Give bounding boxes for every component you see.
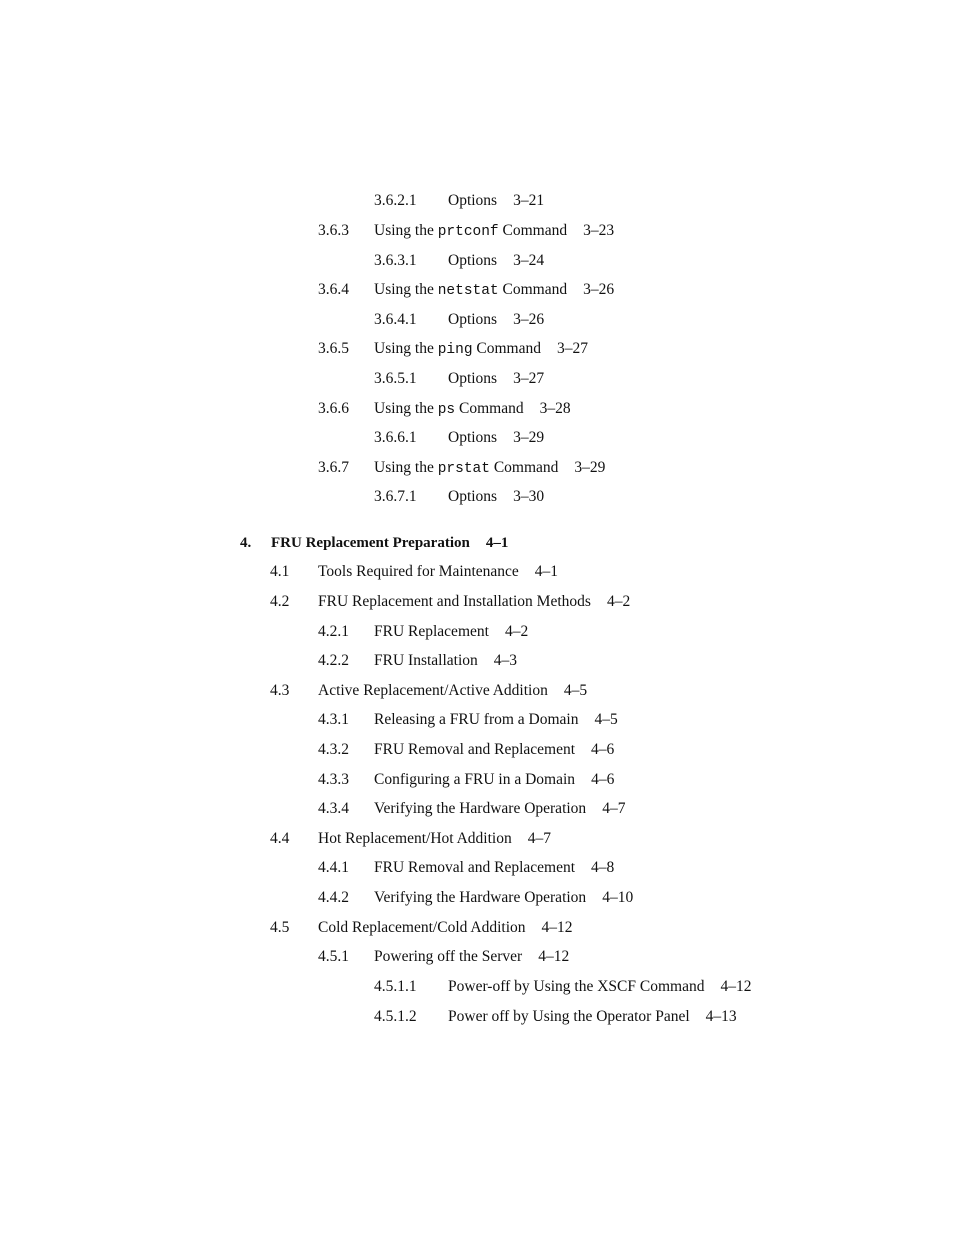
- toc-entry-text-suffix: Command: [476, 340, 541, 357]
- toc-entry-text: Using the: [374, 340, 434, 357]
- toc-page-number[interactable]: 3–27: [513, 370, 545, 387]
- toc-chapter-entry[interactable]: [0, 531, 954, 555]
- toc-entry-text: Options: [448, 192, 498, 209]
- toc-entry-number: 4.1: [270, 563, 290, 580]
- toc-entry[interactable]: [0, 189, 954, 213]
- toc-entry-title: [448, 975, 751, 999]
- toc-entry-title: [374, 738, 614, 762]
- toc-entry-text: Options: [448, 370, 498, 387]
- toc-entry-title: [448, 485, 544, 509]
- toc-page-number[interactable]: 4–13: [705, 1008, 737, 1025]
- toc-entry-title: [374, 797, 625, 821]
- toc-entry-text: Verifying the Hardware Operation: [374, 889, 587, 906]
- toc-entry-title: [374, 649, 517, 673]
- toc-page-number[interactable]: 4–10: [602, 889, 634, 906]
- toc-entry-number: 4.5.1.2: [374, 1008, 417, 1025]
- toc-entry-text: Using the: [374, 222, 434, 239]
- toc-entry[interactable]: [0, 679, 954, 703]
- toc-entry-number: 4.: [240, 535, 252, 551]
- toc-entry-text: Tools Required for Maintenance: [318, 563, 519, 580]
- toc-entry-number: 4.3.4: [318, 800, 349, 817]
- toc-entry-number: 4.4: [270, 830, 290, 847]
- toc-entry-text: Configuring a FRU in a Domain: [374, 771, 576, 788]
- toc-entry-number: 3.6.4: [318, 281, 349, 298]
- toc-entry-number: 4.2.2: [318, 652, 349, 669]
- toc-entry-title: [374, 397, 571, 422]
- toc-entry-number: 3.6.3: [318, 222, 349, 239]
- toc-entry-title: [318, 679, 587, 703]
- toc-page-number[interactable]: 4–12: [541, 919, 573, 936]
- toc-entry-text: Options: [448, 311, 498, 328]
- toc-entry-title: [318, 560, 558, 584]
- toc-entry-number: 3.6.3.1: [374, 252, 417, 269]
- toc-entry-number: 4.4.2: [318, 889, 349, 906]
- toc-entry-number: 3.6.7: [318, 459, 349, 476]
- toc-entry[interactable]: [0, 308, 954, 332]
- toc-entry[interactable]: [0, 827, 954, 851]
- toc-page-number[interactable]: 3–28: [539, 400, 571, 417]
- toc-page-number[interactable]: 4–5: [563, 682, 588, 699]
- toc-entry[interactable]: [0, 797, 954, 821]
- toc-entry-text: FRU Removal and Replacement: [374, 741, 576, 758]
- toc-entry-text-suffix: Command: [502, 281, 568, 298]
- toc-entry[interactable]: [0, 738, 954, 762]
- toc-entry-number: 4.5.1: [318, 948, 349, 965]
- toc-page-number[interactable]: 4–6: [591, 741, 615, 758]
- toc-entry[interactable]: [0, 367, 954, 391]
- toc-entry-text-suffix: Command: [493, 459, 559, 476]
- toc-entry-title: [374, 278, 614, 303]
- toc-entry-number: 3.6.5.1: [374, 370, 417, 387]
- toc-entry-text: Using the: [374, 400, 434, 417]
- toc-page-number[interactable]: 4–2: [504, 623, 529, 640]
- toc-entry-number: 4.2: [270, 593, 290, 610]
- toc-entry-title: [448, 426, 544, 450]
- toc-entry-text: Using the: [374, 459, 434, 476]
- toc-entry[interactable]: [0, 219, 954, 243]
- toc-entry-text: Active Replacement/Active Addition: [318, 682, 548, 699]
- toc-entry-number: 3.6.2.1: [374, 192, 417, 209]
- toc-page-number[interactable]: 4–1: [485, 535, 509, 551]
- toc-entry-title: [374, 337, 588, 362]
- toc-entry[interactable]: [0, 975, 954, 999]
- toc-entry-number: 3.6.6: [318, 400, 349, 417]
- toc-entry[interactable]: [0, 337, 954, 361]
- toc-page-number[interactable]: 4–12: [538, 948, 570, 965]
- toc-entry[interactable]: [0, 426, 954, 450]
- toc-entry-text: Releasing a FRU from a Domain: [374, 711, 579, 728]
- toc-page-number[interactable]: 4–2: [606, 593, 631, 610]
- toc-entry-text: Power-off by Using the XSCF Command: [448, 978, 705, 995]
- toc-page-number[interactable]: 4–1: [534, 563, 559, 580]
- toc-page-number[interactable]: 4–12: [720, 978, 752, 995]
- toc-entry[interactable]: [0, 590, 954, 614]
- toc-entry-text: Hot Replacement/Hot Addition: [318, 830, 512, 847]
- toc-entry-text-suffix: Command: [459, 400, 524, 417]
- toc-entry[interactable]: [0, 278, 954, 302]
- toc-entry-text: FRU Replacement Preparation: [271, 535, 470, 551]
- toc-entry-command: prtconf: [437, 224, 499, 240]
- toc-entry[interactable]: [0, 1005, 954, 1029]
- toc-entry-title: [448, 189, 544, 213]
- toc-entry-text-suffix: Command: [502, 222, 568, 239]
- toc-entry-text: Verifying the Hardware Operation: [374, 800, 587, 817]
- toc-entry[interactable]: [0, 397, 954, 421]
- toc-entry-text: Options: [448, 488, 498, 505]
- toc-entry-text: FRU Installation: [374, 652, 478, 669]
- toc-entry-title: [374, 886, 633, 910]
- toc-page-number[interactable]: 4–8: [591, 859, 615, 876]
- toc-entry-command: ping: [437, 342, 473, 358]
- toc-entry-number: 4.4.1: [318, 859, 349, 876]
- toc-entry[interactable]: [0, 856, 954, 880]
- toc-entry-title: [318, 590, 630, 614]
- toc-entry-number: 4.3.1: [318, 711, 349, 728]
- toc-page-number[interactable]: 3–30: [513, 488, 545, 505]
- toc-entry[interactable]: [0, 456, 954, 480]
- toc-entry[interactable]: [0, 945, 954, 969]
- toc-entry-text: Using the: [374, 281, 434, 298]
- toc-entry-title: [318, 827, 551, 851]
- toc-page-number[interactable]: 3–27: [557, 340, 588, 357]
- toc-entry-text: FRU Replacement and Installation Methods: [318, 593, 591, 610]
- toc-entry[interactable]: [0, 708, 954, 732]
- toc-entry-number: 3.6.5: [318, 340, 349, 357]
- toc-entry-title: [271, 531, 508, 555]
- toc-entry[interactable]: [0, 485, 954, 509]
- toc-entry-title: [448, 249, 544, 273]
- toc-entry[interactable]: [0, 916, 954, 940]
- toc-entry-title: [374, 456, 605, 481]
- toc-entry-text: Options: [448, 252, 498, 269]
- toc-entry-title: [374, 945, 569, 969]
- toc-entry-title: [374, 708, 618, 732]
- toc-entry-text: Powering off the Server: [374, 948, 523, 965]
- toc-page-number[interactable]: 3–21: [513, 192, 545, 209]
- toc-entry-command: prstat: [437, 461, 490, 477]
- toc-entry[interactable]: [0, 249, 954, 273]
- toc-entry-text: Options: [448, 429, 498, 446]
- toc-entry-title: [448, 1005, 737, 1029]
- toc-entry-title: [374, 768, 614, 792]
- toc-entry-title: [374, 219, 614, 244]
- toc-page-number[interactable]: 3–29: [513, 429, 545, 446]
- toc-entry-number: 3.6.4.1: [374, 311, 417, 328]
- toc-entry-number: 4.5.1.1: [374, 978, 417, 995]
- toc-entry-command: ps: [437, 402, 456, 418]
- toc-entry-number: 3.6.6.1: [374, 429, 417, 446]
- toc-entry-number: 4.3: [270, 682, 290, 699]
- toc-entry-command: netstat: [437, 283, 499, 299]
- toc-entry-title: [374, 856, 614, 880]
- toc-entry-number: 4.3.2: [318, 741, 349, 758]
- toc-page-number[interactable]: 3–26: [583, 281, 615, 298]
- toc-entry-title: [448, 308, 544, 332]
- toc-entry[interactable]: [0, 620, 954, 644]
- toc-page-number[interactable]: 4–7: [527, 830, 551, 847]
- toc-entry-text: FRU Replacement: [374, 623, 489, 640]
- toc-entry[interactable]: [0, 560, 954, 584]
- toc-page-number[interactable]: 4–3: [493, 652, 518, 669]
- toc-page-number[interactable]: 4–7: [602, 800, 626, 817]
- toc-entry-title: [374, 620, 528, 644]
- toc-entry-title: [448, 367, 544, 391]
- toc-entry-number: 3.6.7.1: [374, 488, 417, 505]
- toc-entry[interactable]: [0, 649, 954, 673]
- toc-page-number[interactable]: 4–6: [591, 771, 615, 788]
- toc-page-number[interactable]: 3–29: [574, 459, 606, 476]
- toc-entry-text: FRU Removal and Replacement: [374, 859, 576, 876]
- toc-entry[interactable]: [0, 768, 954, 792]
- toc-entry-title: [318, 916, 573, 940]
- toc-page-number[interactable]: 3–23: [583, 222, 615, 239]
- toc-entry[interactable]: [0, 886, 954, 910]
- toc-entry-text: Cold Replacement/Cold Addition: [318, 919, 526, 936]
- toc-entry-number: 4.5: [270, 919, 290, 936]
- toc-page-number[interactable]: 3–24: [513, 252, 545, 269]
- toc-entry-number: 4.3.3: [318, 771, 349, 788]
- toc-entry-number: 4.2.1: [318, 623, 349, 640]
- toc-page-number[interactable]: 3–26: [513, 311, 545, 328]
- toc-page-number[interactable]: 4–5: [594, 711, 618, 728]
- toc-entry-text: Power off by Using the Operator Panel: [448, 1008, 690, 1025]
